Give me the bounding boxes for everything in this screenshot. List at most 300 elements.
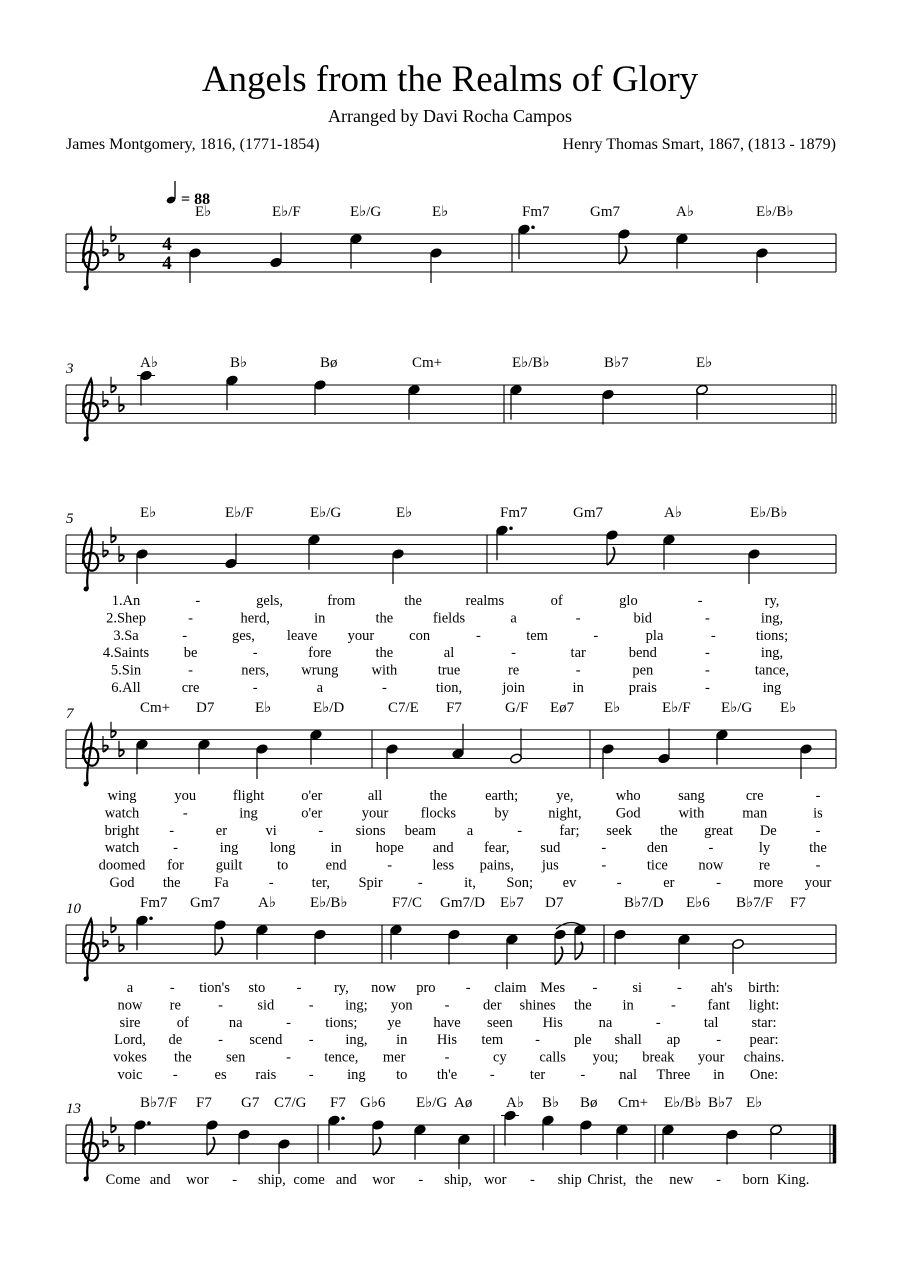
lyric-syllable: al: [443, 645, 455, 662]
lyric-syllable: ter: [529, 1067, 546, 1083]
chord-symbol: Cm+: [412, 355, 443, 371]
lyric-syllable: wrung: [301, 662, 339, 679]
chord-symbol: E♭: [780, 700, 797, 716]
lyric-syllable: tions;: [755, 627, 789, 644]
lyric-syllable: er: [663, 875, 675, 891]
chord-symbol: F7: [196, 1095, 212, 1111]
chord-symbol: G♭6: [360, 1095, 386, 1111]
lyric-hyphen: -: [710, 627, 716, 644]
lyric-syllable: ry,: [764, 593, 780, 609]
chord-symbol: E♭/G: [416, 1095, 448, 1111]
lyric-syllable: jus: [541, 857, 559, 874]
chord-symbol: E♭: [432, 204, 449, 220]
chord-symbol: F7: [790, 895, 806, 911]
lyric-syllable: Three: [656, 1067, 691, 1083]
lyric-syllable: doomed: [98, 857, 146, 874]
lyric-syllable: ing,: [760, 610, 784, 627]
lyric-syllable: ev: [562, 875, 577, 891]
lyric-syllable: a: [126, 980, 134, 996]
lyric-hyphen: -: [601, 840, 607, 857]
lyric-syllable: Christ,: [587, 1172, 627, 1188]
lyric-hyphen: -: [708, 840, 714, 857]
flat-icon: [119, 1145, 124, 1151]
lyric-syllable: re: [169, 997, 181, 1014]
lyric-syllable: Fa: [214, 875, 229, 891]
lyric-syllable: ry,: [333, 980, 349, 996]
lyric-syllable: es: [214, 1067, 227, 1083]
lyric-syllable: de: [168, 1032, 183, 1049]
lyric-syllable: His: [542, 1014, 563, 1031]
chord-symbol: E♭: [255, 700, 272, 716]
lyric-syllable: of: [550, 593, 563, 609]
lyric-hyphen: -: [169, 822, 175, 839]
lyric-hyphen: -: [444, 1049, 450, 1066]
measure-number: 13: [66, 1101, 81, 1117]
lyric-syllable: vokes: [113, 1049, 147, 1066]
lyric-syllable: ship,: [257, 1172, 286, 1188]
lyric-syllable: leave: [286, 627, 318, 644]
lyric-syllable: the: [635, 1172, 653, 1188]
lyric-hyphen: -: [286, 1049, 291, 1066]
flat-icon: [111, 386, 116, 392]
lyric-hyphen: -: [195, 593, 201, 609]
chord-symbol: Gm7: [190, 895, 220, 911]
lyric-hyphen: -: [232, 1172, 238, 1188]
chord-symbol: Gm7/D: [440, 895, 485, 911]
lyric-syllable: the: [404, 593, 422, 609]
measure-number: 5: [66, 511, 74, 527]
lyric-syllable: now: [371, 980, 397, 996]
lyric-syllable: ing: [239, 805, 258, 822]
lyric-syllable: less: [432, 857, 455, 874]
lyric-syllable: calls: [539, 1049, 566, 1066]
time-signature-top: 4: [162, 234, 172, 255]
staff-system: [65, 355, 836, 442]
lyric-hyphen: -: [704, 662, 710, 679]
lyric-syllable: birth:: [748, 980, 780, 996]
lyric-syllable: ye,: [556, 788, 574, 804]
lyric-syllable: Come: [105, 1172, 141, 1188]
lyric-hyphen: -: [296, 980, 302, 996]
lyric-syllable: pear:: [749, 1032, 779, 1049]
chord-symbol: F7/C: [392, 895, 423, 911]
treble-clef-icon: [83, 228, 98, 288]
lyric-syllable: true: [437, 662, 461, 679]
lyric-syllable: cre: [181, 680, 200, 696]
lyric-syllable: the: [429, 788, 448, 804]
lyric-hyphen: -: [716, 1032, 722, 1049]
chord-symbol: B♭7/D: [624, 895, 664, 911]
chord-symbol: A♭: [506, 1095, 524, 1111]
lyric-syllable: prais: [628, 680, 657, 696]
lyric-hyphen: -: [697, 593, 703, 609]
chord-symbol: F7: [446, 700, 462, 716]
lyric-hyphen: -: [218, 997, 223, 1014]
measure-number: 7: [66, 706, 74, 722]
lyric-syllable: na: [598, 1014, 613, 1031]
lyric-hyphen: -: [593, 627, 599, 644]
treble-clef-icon: [83, 529, 98, 589]
time-signature-bottom: 4: [162, 253, 172, 274]
lyric-syllable: you: [174, 788, 197, 804]
staff-system: [66, 204, 836, 291]
lyric-syllable: God: [109, 875, 135, 891]
lyric-syllable: your: [347, 627, 375, 644]
lyric-syllable: with: [371, 662, 398, 679]
lyric-hyphen: -: [489, 1067, 495, 1083]
lyric-syllable: ners,: [241, 662, 270, 679]
eighth-flag-icon: [215, 937, 223, 955]
lyric-syllable: ing,: [345, 1032, 368, 1049]
lyric-syllable: the: [573, 997, 592, 1014]
lyric-hyphen: -: [575, 662, 581, 679]
lyric-syllable: th'e: [436, 1067, 458, 1083]
lyric-syllable: fear,: [483, 840, 510, 857]
lyric-syllable: der: [483, 997, 502, 1014]
lyric-hyphen: -: [716, 875, 721, 891]
chord-symbol: E♭/B♭: [310, 895, 348, 911]
lyric-syllable: rais: [255, 1067, 277, 1083]
treble-clef-icon: [83, 724, 98, 784]
treble-clef-icon: [83, 379, 98, 439]
dot: [149, 916, 153, 920]
lyric-syllable: pen: [632, 662, 654, 679]
lyric-hyphen: -: [308, 1067, 314, 1083]
lyric-syllable: ship: [557, 1172, 582, 1188]
lyric-syllable: wor: [372, 1172, 395, 1188]
lyric-syllable: ye: [387, 1014, 402, 1031]
lyric-hyphen: -: [173, 840, 178, 857]
lyric-hyphen: -: [655, 1014, 661, 1031]
chord-symbol: B♭7/F: [140, 1095, 178, 1111]
chord-symbol: A♭: [676, 204, 694, 220]
lyric-syllable: sud: [540, 840, 561, 857]
lyric-syllable: King.: [776, 1172, 810, 1188]
treble-clef-tail: [84, 437, 89, 442]
chord-symbol: Cm+: [140, 700, 171, 716]
lyric-syllable: and: [335, 1172, 357, 1188]
lyric-hyphen: -: [218, 1032, 223, 1049]
lyric-syllable: re: [507, 662, 520, 679]
lyric-syllable: fields: [432, 610, 466, 627]
lyric-syllable: star:: [751, 1014, 777, 1031]
lyric-syllable: end: [325, 857, 347, 874]
flat-icon: [119, 555, 124, 561]
lyric-hyphen: -: [815, 857, 821, 874]
lyric-syllable: wor: [186, 1172, 209, 1188]
lyric-syllable: re: [758, 857, 771, 874]
lyric-syllable: in: [572, 680, 584, 696]
lyric-syllable: sang: [678, 788, 705, 804]
lyric-syllable: ly: [758, 840, 771, 857]
lyric-syllable: herd,: [240, 610, 270, 627]
chord-symbol: Bø: [580, 1095, 598, 1111]
lyric-syllable: flocks: [420, 805, 457, 822]
lyric-syllable: hope: [375, 840, 404, 857]
lyric-hyphen: -: [387, 857, 393, 874]
lyric-syllable: tance,: [754, 662, 790, 679]
lyric-syllable: be: [183, 645, 198, 662]
lyric-syllable: the: [809, 840, 827, 857]
lyric-syllable: Son;: [506, 875, 534, 891]
lyric-syllable: Mes: [540, 980, 566, 996]
eighth-flag-icon: [555, 947, 563, 965]
lyric-syllable: cy: [492, 1049, 507, 1066]
lyric-hyphen: -: [308, 997, 314, 1014]
lyric-syllable: ter,: [311, 875, 331, 891]
lyric-hyphen: -: [535, 1032, 540, 1049]
chord-symbol: E♭: [396, 505, 413, 521]
lyric-syllable: join: [502, 680, 525, 696]
lyric-syllable: watch: [104, 840, 140, 857]
lyric-syllable: bid: [633, 610, 653, 627]
lyric-syllable: new: [669, 1172, 694, 1188]
lyric-syllable: si: [632, 980, 643, 996]
lyric-syllable: your: [697, 1049, 725, 1066]
lyric-syllable: Spir: [358, 875, 383, 891]
chord-symbol: E♭/G: [350, 204, 382, 220]
lyric-syllable: 4.Saints: [102, 645, 150, 662]
eighth-flag-icon: [607, 547, 615, 565]
chord-symbol: C7/E: [388, 700, 419, 716]
lyric-syllable: tem: [526, 627, 548, 644]
chord-symbol: A♭: [664, 505, 682, 521]
lyric-syllable: tions;: [325, 1014, 358, 1031]
chord-symbol: B♭: [230, 355, 248, 371]
lyric-syllable: in: [314, 610, 326, 627]
flat-icon: [119, 254, 124, 260]
flat-icon: [119, 750, 124, 756]
lyric-syllable: more: [753, 875, 784, 891]
treble-clef-tail: [84, 587, 89, 592]
lyric-syllable: glo: [619, 593, 638, 609]
lyric-syllable: wing: [107, 788, 137, 804]
flat-icon: [111, 1126, 116, 1132]
lyric-syllable: cre: [745, 788, 764, 804]
lyric-syllable: pains,: [479, 857, 514, 874]
chord-symbol: D7: [545, 895, 564, 911]
lyric-syllable: sid: [257, 997, 275, 1014]
lyric-syllable: have: [433, 1014, 461, 1031]
lyric-syllable: con: [409, 627, 431, 644]
chord-symbol: E♭/B♭: [664, 1095, 702, 1111]
lyric-syllable: ap: [666, 1032, 681, 1049]
chord-symbol: Gm7: [590, 204, 620, 220]
lyric-hyphen: -: [704, 680, 710, 696]
chord-symbol: E♭: [195, 204, 212, 220]
lyric-hyphen: -: [475, 627, 481, 644]
lyric-syllable: and: [149, 1172, 171, 1188]
chord-symbol: B♭7: [708, 1095, 733, 1111]
lyric-hyphen: -: [677, 980, 682, 996]
lyric-hyphen: -: [318, 822, 324, 839]
lyric-syllable: 3.Sa: [113, 627, 139, 644]
lyric-syllable: tem: [481, 1032, 504, 1049]
lyric-syllable: the: [659, 822, 678, 839]
lyric-syllable: shines: [519, 997, 556, 1014]
lyric-syllable: break: [642, 1049, 675, 1066]
lyric-syllable: seen: [486, 1014, 513, 1031]
measure-number: 10: [66, 901, 81, 917]
lyric-syllable: a: [466, 822, 474, 839]
lyric-syllable: born: [742, 1172, 770, 1188]
lyric-hyphen: -: [169, 980, 175, 996]
lyric-syllable: tar: [570, 645, 586, 662]
lyric-syllable: 6.All: [111, 680, 141, 696]
flat-icon: [111, 235, 116, 241]
lyric-hyphen: -: [530, 1172, 535, 1188]
chord-symbol: E♭/B♭: [756, 204, 794, 220]
lyric-syllable: shall: [614, 1032, 642, 1049]
treble-clef-tail: [84, 782, 89, 787]
lyric-syllable: man: [742, 805, 768, 822]
lyric-syllable: watch: [104, 805, 140, 822]
lyric-hyphen: -: [188, 610, 194, 627]
lyric-hyphen: -: [268, 875, 274, 891]
lyric-hyphen: -: [671, 997, 676, 1014]
lyric-syllable: realms: [465, 593, 505, 609]
lyric-syllable: gels,: [256, 593, 284, 609]
lyric-hyphen: -: [704, 610, 710, 627]
lyric-syllable: ing: [762, 680, 782, 696]
lyric-syllable: fore: [308, 645, 332, 662]
chord-symbol: D7: [196, 700, 215, 716]
lyric-syllable: the: [375, 645, 394, 662]
lyric-syllable: of: [176, 1014, 189, 1031]
lyric-syllable: great: [704, 822, 734, 839]
lyric-syllable: pro: [416, 980, 436, 996]
chord-symbol: E♭/D: [313, 700, 345, 716]
lyric-syllable: sions: [355, 822, 386, 839]
lyric-hyphen: -: [188, 662, 194, 679]
lyric-syllable: for: [167, 857, 184, 874]
staff-system: [66, 700, 836, 891]
dot: [531, 225, 535, 229]
lyric-syllable: bend: [628, 645, 657, 662]
chord-symbol: C7/G: [274, 1095, 307, 1111]
dot: [509, 526, 513, 530]
treble-clef-tail: [84, 1177, 89, 1182]
lyric-syllable: 5.Sin: [110, 662, 142, 679]
chord-symbol: F7: [330, 1095, 346, 1111]
treble-clef-icon: [83, 919, 98, 979]
lyric-hyphen: -: [517, 822, 523, 839]
lyric-hyphen: -: [308, 1032, 314, 1049]
chord-symbol: Fm7: [140, 895, 168, 911]
arranger-credit: Arranged by Davi Rocha Campos: [328, 106, 572, 126]
lyric-syllable: far;: [559, 822, 580, 839]
lyric-syllable: tence,: [324, 1049, 359, 1066]
lyric-syllable: o'er: [301, 788, 323, 804]
eighth-flag-icon: [619, 246, 627, 264]
lyric-syllable: and: [432, 840, 454, 857]
lyric-hyphen: -: [716, 1172, 721, 1188]
chord-symbol: E♭/G: [721, 700, 753, 716]
chord-symbol: Eø7: [550, 700, 575, 716]
measure-number: 3: [66, 361, 74, 377]
staff-system: [66, 895, 836, 1083]
chord-symbol: Bø: [320, 355, 338, 371]
lyric-hyphen: -: [704, 645, 710, 662]
lyric-hyphen: -: [172, 1067, 178, 1083]
lyric-hyphen: -: [417, 875, 423, 891]
lyric-syllable: tion,: [435, 680, 463, 696]
lyric-hyphen: -: [592, 980, 598, 996]
lyric-syllable: night,: [548, 805, 582, 822]
lyric-syllable: with: [678, 805, 705, 822]
lyric-syllable: ing: [347, 1067, 366, 1083]
chord-symbol: Gm7: [573, 505, 603, 521]
lyric-hyphen: -: [286, 1014, 291, 1031]
lyric-syllable: His: [436, 1032, 458, 1049]
staff-system: [66, 505, 836, 696]
lyric-syllable: De: [759, 822, 777, 839]
lyric-hyphen: -: [418, 1172, 424, 1188]
lyric-syllable: earth;: [485, 788, 519, 804]
lyric-syllable: tal: [703, 1014, 719, 1031]
lyric-syllable: now: [117, 997, 143, 1014]
lyric-syllable: ple: [573, 1032, 592, 1049]
composer-credit: Henry Thomas Smart, 1867, (1813 - 1879): [562, 136, 836, 153]
lyric-syllable: all: [367, 788, 383, 804]
lyric-hyphen: -: [182, 627, 188, 644]
chord-symbol: Aø: [454, 1095, 473, 1111]
lyric-syllable: ing: [219, 840, 239, 857]
chord-symbol: B♭7: [604, 355, 629, 371]
lyric-syllable: wor: [483, 1172, 507, 1188]
lyric-syllable: come: [293, 1172, 325, 1188]
lyric-syllable: One:: [749, 1067, 779, 1083]
lyric-hyphen: -: [815, 788, 821, 804]
lyric-hyphen: -: [601, 857, 607, 874]
chord-symbol: E♭/G: [310, 505, 342, 521]
treble-clef-icon: [83, 1119, 98, 1179]
chord-symbol: E♭6: [686, 895, 710, 911]
lyric-syllable: na: [228, 1014, 243, 1031]
lyric-hyphen: -: [252, 680, 258, 696]
treble-clef-tail: [84, 977, 89, 982]
lyric-syllable: a: [316, 680, 324, 696]
lyric-syllable: pla: [645, 627, 664, 644]
lyric-syllable: seek: [606, 822, 633, 839]
lyric-syllable: bright: [104, 822, 140, 839]
flat-icon: [111, 536, 116, 542]
lyric-syllable: who: [615, 788, 641, 804]
lyric-syllable: beam: [404, 822, 436, 839]
lyric-syllable: the: [173, 1049, 192, 1066]
lyric-syllable: in: [396, 1032, 408, 1049]
lyric-syllable: flight: [232, 788, 265, 804]
lyric-syllable: long: [269, 840, 296, 857]
lyric-syllable: light:: [748, 997, 780, 1014]
dot: [147, 1121, 151, 1125]
lyric-syllable: God: [615, 805, 641, 822]
chord-symbol: A♭: [258, 895, 276, 911]
lyric-syllable: the: [162, 875, 181, 891]
lyric-syllable: in: [330, 840, 342, 857]
lyric-syllable: chains.: [743, 1049, 785, 1066]
lyric-syllable: er: [215, 822, 228, 839]
staff-system: [66, 1095, 836, 1188]
flat-icon: [111, 731, 116, 737]
lyric-hyphen: -: [815, 822, 821, 839]
chord-symbol: B♭7/F: [736, 895, 774, 911]
lyric-hyphen: -: [381, 680, 387, 696]
dot: [341, 1116, 345, 1120]
lyric-syllable: in: [713, 1067, 725, 1083]
tempo-value: = 88: [181, 191, 211, 208]
chord-symbol: G7: [241, 1095, 260, 1111]
